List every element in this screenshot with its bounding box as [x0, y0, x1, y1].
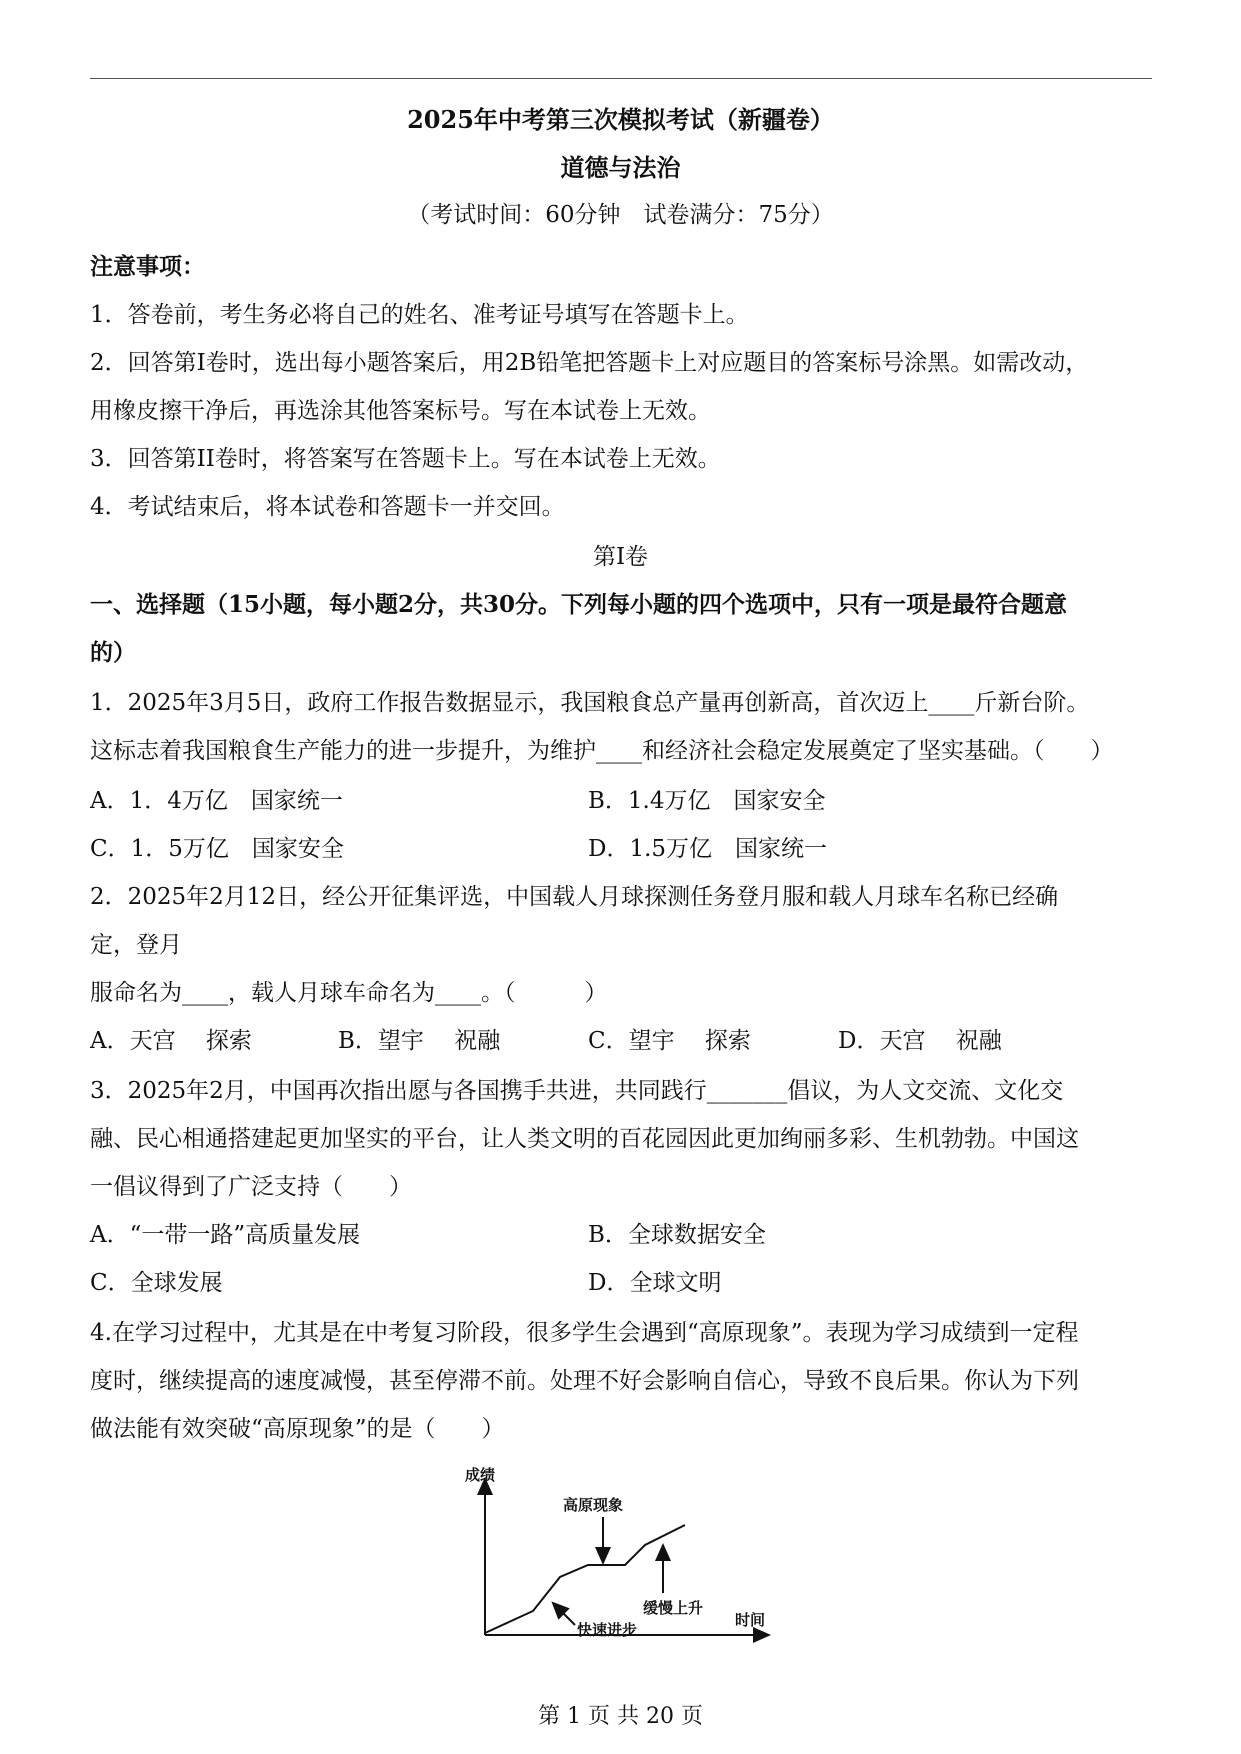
subject-title: 道德与法治: [560, 153, 681, 182]
exam-title: 2025年中考第三次模拟考试（新疆卷）: [407, 105, 834, 134]
option-b: B．1.4万亿 国家安全: [588, 788, 826, 814]
fast-progress-arrow: [557, 1607, 575, 1625]
plateau-diagram: [455, 1465, 775, 1650]
question-2-line: 定，登月: [90, 932, 182, 958]
question-3-line: 融、民心相通搭建起更加坚实的平台，让人类文明的百花园因此更加绚丽多彩、生机勃勃。中国这: [90, 1126, 1079, 1152]
option-a: A．1．4万亿 国家统一: [90, 788, 343, 814]
question-4-line: 做法能有效突破“高原现象”的是（ ）: [90, 1416, 505, 1442]
note-item: 2．回答第I卷时，选出每小题答案后，用2B铅笔把答题卡上对应题目的答案标号涂黑。如需改动，: [90, 350, 1089, 376]
x-axis-label: 时间: [735, 1611, 766, 1629]
slow-rise-label: 缓慢上升: [643, 1599, 704, 1617]
option-d: D．全球文明: [588, 1270, 722, 1296]
y-axis-label: 成绩: [465, 1466, 496, 1484]
note-item: 1．答卷前，考生务必将自己的姓名、准考证号填写在答题卡上。: [90, 302, 749, 328]
question-2-line: 服命名为____，载人月球车命名为____。（ ）: [90, 980, 608, 1006]
plateau-label: 高原现象: [563, 1496, 624, 1514]
option-b: B．全球数据安全: [588, 1222, 766, 1248]
option-d: D．天宫 祝融: [838, 1028, 1002, 1054]
option-c: C．全球发展: [90, 1270, 223, 1296]
question-4-line: 4.在学习过程中，尤其是在中考复习阶段，很多学生会遇到“高原现象”。表现为学习成绩到一定程: [90, 1320, 1079, 1346]
option-a: A．“一带一路”高质量发展: [90, 1222, 361, 1248]
option-c: C．1．5万亿 国家安全: [90, 836, 344, 862]
page-footer: 第 1 页 共 20 页: [538, 1704, 703, 1729]
question-3-line: 3．2025年2月，中国再次指出愿与各国携手共进，共同践行_______倡议，为人文交流、文化交: [90, 1078, 1064, 1104]
note-item: 4．考试结束后，将本试卷和答题卡一并交回。: [90, 494, 565, 520]
option-a: A．天宫 探索: [90, 1028, 252, 1054]
exam-info: （考试时间：60分钟 试卷满分：75分）: [407, 202, 834, 228]
question-1-line: 这标志着我国粮食生产能力的进一步提升，为维护____和经济社会稳定发展奠定了坚实基础。（ ）: [90, 738, 1114, 764]
question-3-line: 一倡议得到了广泛支持（ ）: [90, 1174, 412, 1200]
section-heading-cont: 的）: [90, 639, 136, 666]
question-4-line: 度时，继续提高的速度减慢，甚至停滞不前。处理不好会影响自信心，导致不良后果。你认为下列: [90, 1368, 1079, 1394]
option-b: B．望宇 祝融: [338, 1028, 501, 1054]
note-item: 3．回答第II卷时，将答案写在答题卡上。写在本试卷上无效。: [90, 446, 721, 472]
option-c: C．望宇 探索: [588, 1028, 751, 1054]
volume-label: 第I卷: [592, 544, 649, 570]
note-item: 用橡皮擦干净后，再选涂其他答案标号。写在本试卷上无效。: [90, 398, 711, 424]
question-1-line: 1．2025年3月5日，政府工作报告数据显示，我国粮食总产量再创新高，首次迈上____斤新台阶。: [90, 690, 1090, 716]
option-d: D．1.5万亿 国家统一: [588, 836, 828, 862]
notes-heading: 注意事项：: [90, 253, 205, 280]
section-heading: 一、选择题（15小题，每小题2分，共30分。下列每小题的四个选项中，只有一项是最符合题意: [90, 591, 1068, 618]
top-rule: [90, 78, 1152, 79]
question-2-line: 2．2025年2月12日，经公开征集评选，中国载人月球探测任务登月服和载人月球车名称已经确: [90, 884, 1059, 910]
fast-progress-label: 快速进步: [577, 1621, 638, 1639]
